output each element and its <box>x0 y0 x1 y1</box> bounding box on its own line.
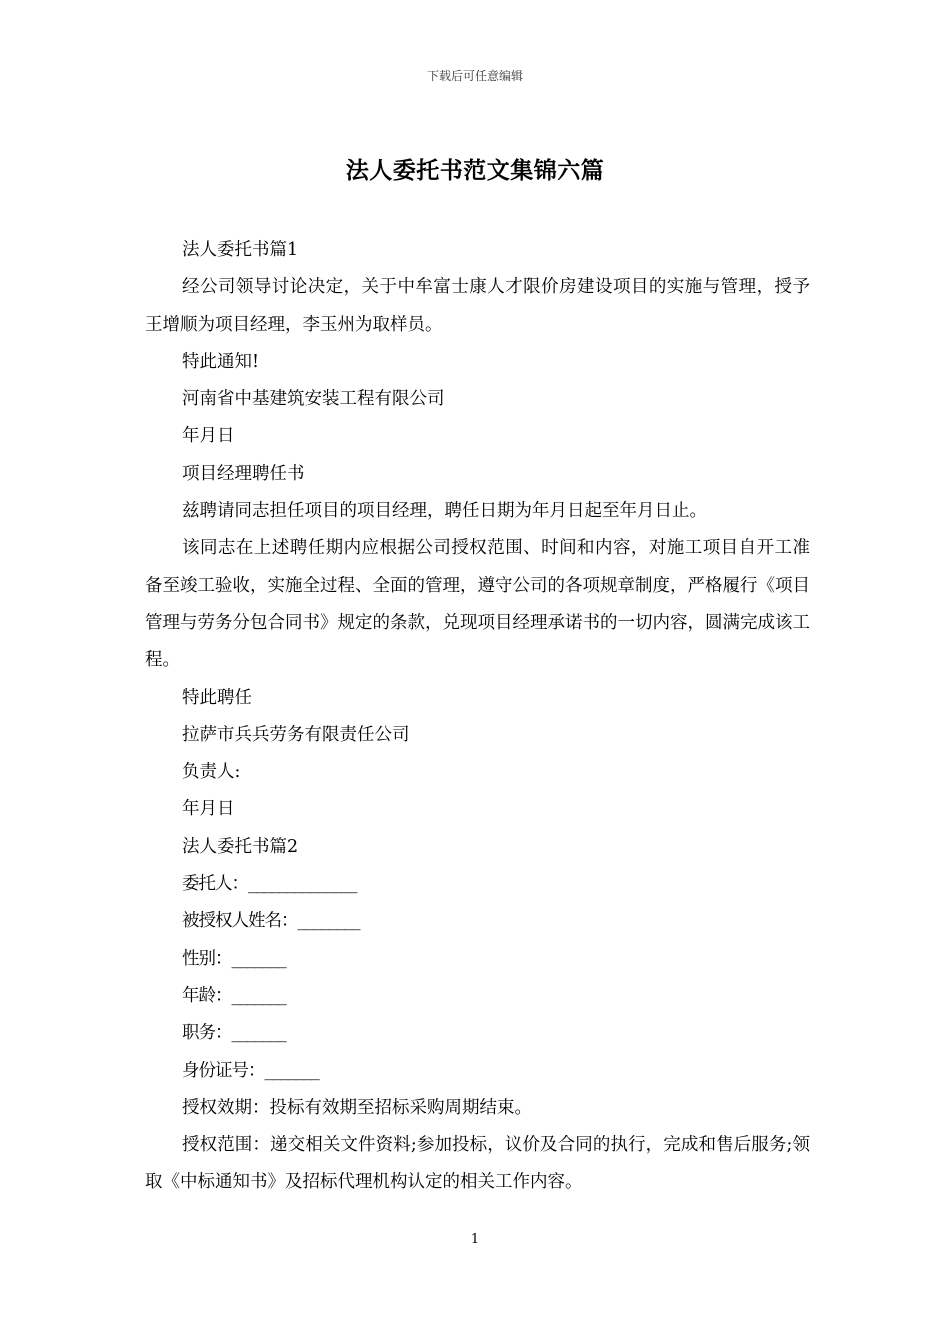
field-authorized-name: 被授权人姓名：________ <box>182 911 360 932</box>
paragraph-notice: 特此通知! <box>182 351 260 372</box>
paragraph-appointment-term: 兹聘请同志担任项目的项目经理，聘任日期为年月日起至年月日止。 <box>182 501 707 522</box>
document-title: 法人委托书范文集锦六篇 <box>345 157 605 184</box>
paragraph-validity: 授权效期：投标有效期至招标采购周期结束。 <box>182 1097 532 1118</box>
document-body <box>145 232 810 1202</box>
subheading-appointment-letter: 项目经理聘任书 <box>182 463 305 484</box>
header-note: 下载后可任意编辑 <box>426 69 523 83</box>
paragraph-scope: 授权范围：递交相关文件资料;参加投标，议价及合同的执行，完成和售后服务;领取《中标通知书》及招标代理机构认定的相关工作内容。 <box>145 1135 810 1193</box>
date-line-2: 年月日 <box>182 799 235 820</box>
section-heading-1: 法人委托书篇1 <box>182 240 299 260</box>
paragraph-appointment-decision: 经公司领导讨论决定，关于中牟富士康人才限价房建设项目的实施与管理，授予王增顺为项目经理，李玉州为取样员。 <box>145 277 810 335</box>
field-position: 职务：_______ <box>182 1023 286 1044</box>
paragraph-hereby-appoint: 特此聘任 <box>182 687 252 708</box>
responsible-person-line: 负责人: <box>182 762 241 783</box>
field-principal: 委托人：______________ <box>182 874 357 895</box>
paragraph-duties: 该同志在上述聘任期内应根据公司授权范围、时间和内容，对施工项目自开工准备至竣工验收，实施全过程、全面的管理，遵守公司的各项规章制度，严格履行《项目管理与劳务分包合同书》规定的条款，兑现项目经理承诺书的一切内容，圆满完成该工程。 <box>145 538 810 671</box>
field-gender: 性别：_______ <box>182 948 286 969</box>
section-heading-2: 法人委托书篇2 <box>182 836 299 857</box>
field-age: 年龄：_______ <box>182 985 286 1006</box>
field-id-number: 身份证号：_______ <box>182 1060 319 1081</box>
page-number: 1 <box>470 1232 480 1247</box>
company-name-2: 拉萨市兵兵劳务有限责任公司 <box>182 724 410 745</box>
company-name-1: 河南省中基建筑安装工程有限公司 <box>182 389 445 410</box>
date-line-1: 年月日 <box>182 426 235 447</box>
